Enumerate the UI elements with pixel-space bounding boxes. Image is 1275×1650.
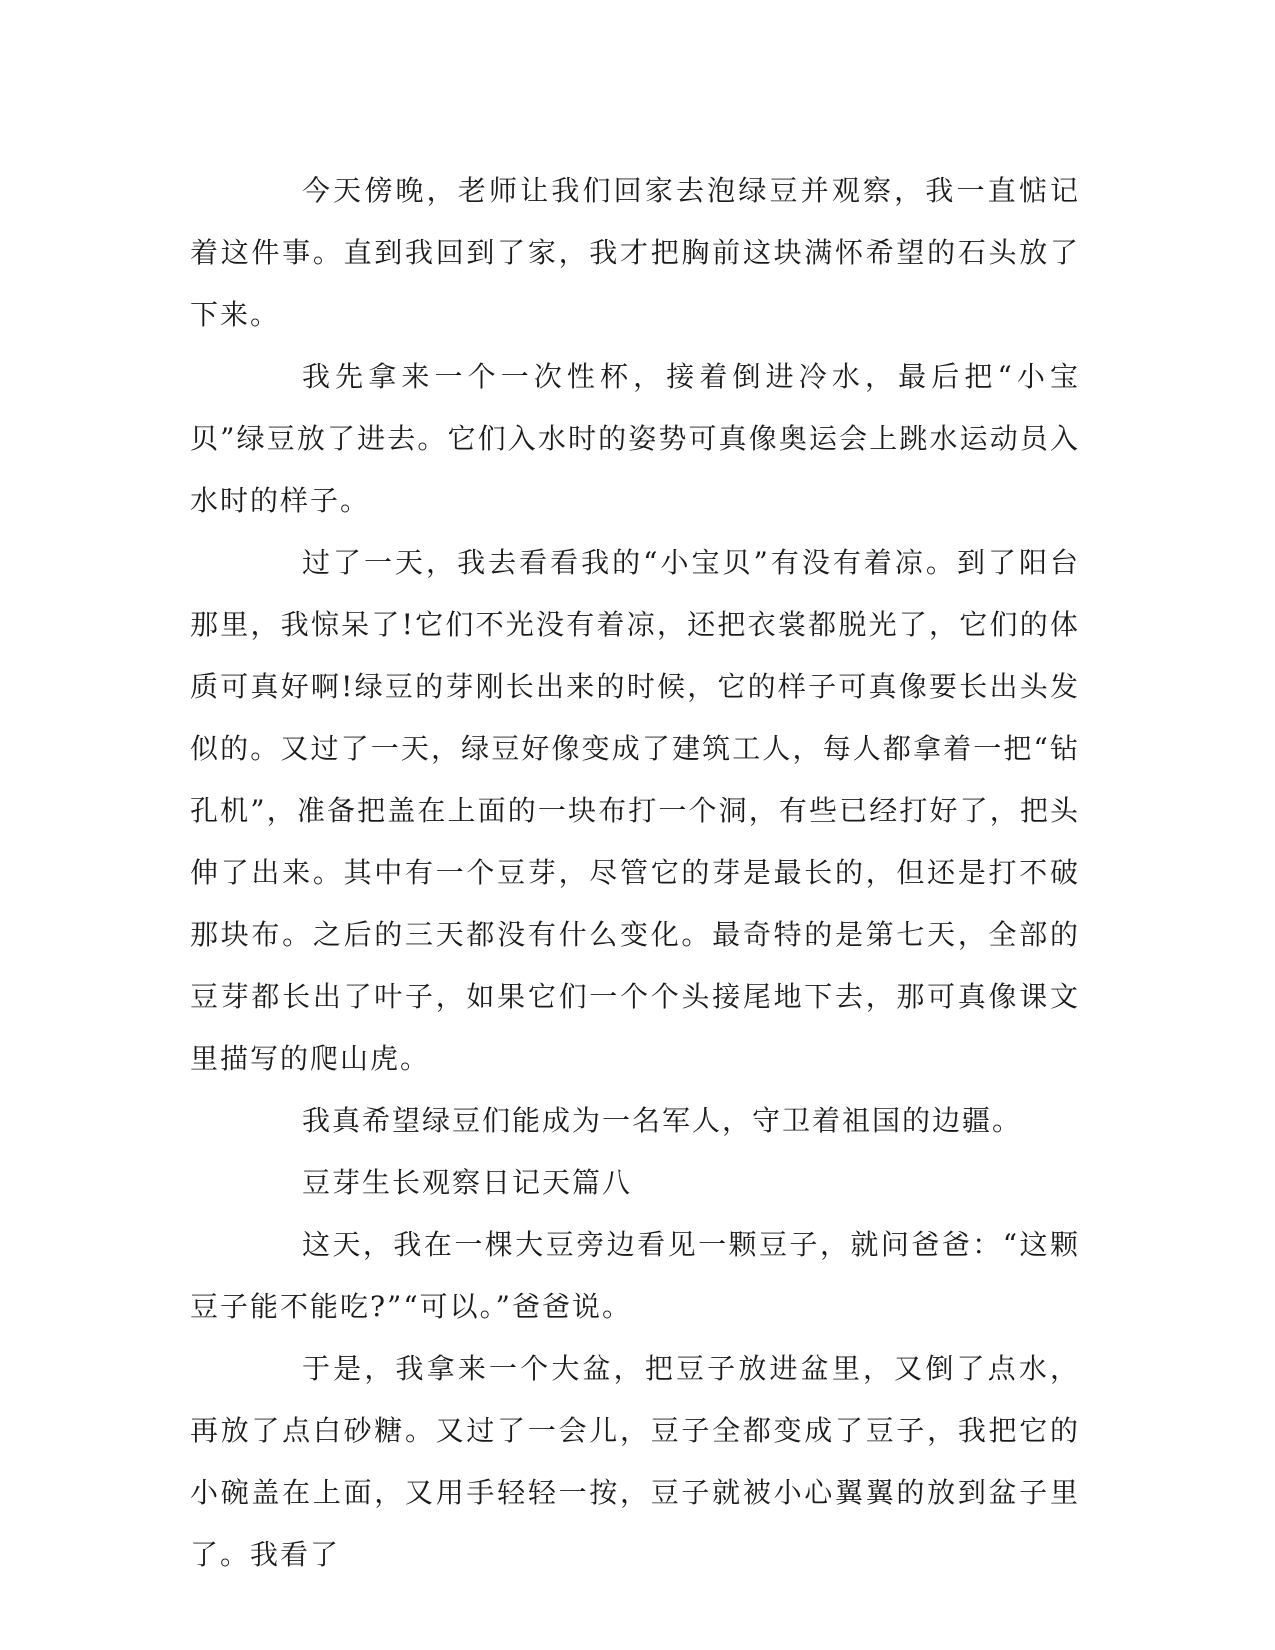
document-body — [190, 160, 1080, 1586]
paragraph-4: 我真希望绿豆们能成为一名军人，守卫着祖国的边疆。 — [302, 1104, 1023, 1137]
paragraph-1: 今天傍晚，老师让我们回家去泡绿豆并观察，我一直惦记着这件事。直到我回到了家，我才把胸前这块满怀希望的石头放了下来。 — [190, 174, 1080, 331]
paragraph-5: 这天，我在一棵大豆旁边看见一颗豆子，就问爸爸：“这颗豆子能不能吃?”“可以。”爸爸说。 — [190, 1228, 1080, 1323]
section-title: 豆芽生长观察日记天篇八 — [302, 1166, 633, 1199]
paragraph-6: 于是，我拿来一个大盆，把豆子放进盆里，又倒了点水，再放了点白砂糖。又过了一会儿，豆子全都变成了豆子，我把它的小碗盖在上面，又用手轻轻一按，豆子就被小心翼翼的放到盆子里了。我看了 — [190, 1352, 1080, 1571]
paragraph-2: 我先拿来一个一次性杯，接着倒进冷水，最后把“小宝贝”绿豆放了进去。它们入水时的姿势可真像奥运会上跳水运动员入水时的样子。 — [190, 360, 1080, 517]
paragraph-3: 过了一天，我去看看我的“小宝贝”有没有着凉。到了阳台那里，我惊呆了!它们不光没有着凉，还把衣裳都脱光了，它们的体质可真好啊!绿豆的芽刚长出来的时候，它的样子可真像要长出头发似的。又过了一天，绿豆好像变成了建筑工人，每人都拿着一把“钻孔机”，准备把盖在上面的一块布打一个洞，有些已经打好了，把头伸了出来。其中有一个豆芽，尽管它的芽是最长的，但还是打不破那块布。之后的三天都没有什么变化。最奇特的是第七天，全部的豆芽都长出了叶子，如果它们一个个头接尾地下去，那可真像课文里描写的爬山虎。 — [190, 546, 1080, 1075]
